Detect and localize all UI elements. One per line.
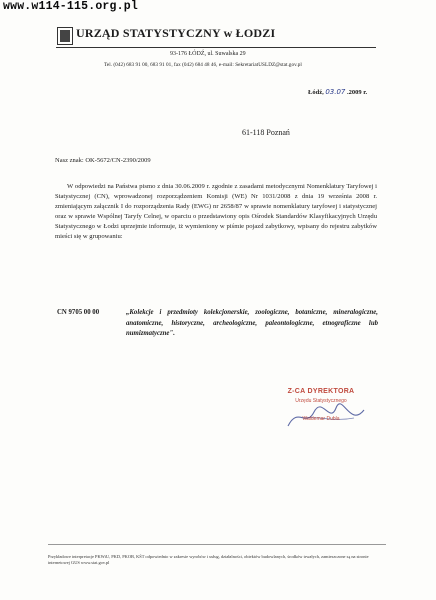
org-contacts: Tel. (042) 683 91 00, 683 91 01, fax (042) 684 48 46, e-mail: SekretariatUSLDZ@stat.gov.pl xyxy=(104,62,302,68)
cn-description: „Kolekcje i przedmioty kolekcjonerskie, zoologiczne, botaniczne, mineralogiczne, anatomiczne, historyczne, archeologiczne, paleontologiczne, etnograficzne lub numizmatyczne". xyxy=(126,309,378,337)
director-stamp xyxy=(266,388,376,422)
footer-divider xyxy=(48,544,386,545)
date-year: .2009 r. xyxy=(347,89,368,96)
org-name: URZĄD STATYSTYCZNY w ŁODZI xyxy=(76,26,276,40)
watermark-url: www.w114-115.org.pl xyxy=(3,0,138,13)
stamp-office: Urzędu Statystycznego xyxy=(295,398,347,404)
letter-date xyxy=(308,88,367,96)
date-city: Łódź, xyxy=(308,89,324,96)
stamp-title: Z-CA DYREKTORA xyxy=(287,388,355,395)
org-address: 93-176 ŁÓDŹ, ul. Suwalska 29 xyxy=(170,51,246,57)
recipient-city: 61-118 Poznań xyxy=(242,128,290,137)
footer-note: Przykładowe interpretacje PKWiU, PKD, PKOB, KŚT odpowiednio w zakresie wyrobów i usług, działalności, obiektów budowlanych, środków trwałych, zamieszczone są na stronie internetowej GUS www.stat.gov.pl xyxy=(48,554,369,565)
reference-number: Nasz znak: OK-5672/CN-2390/2009 xyxy=(55,157,151,164)
header-divider xyxy=(56,47,376,48)
stamp-name: Waldemar Dubla xyxy=(302,416,340,422)
letter-body: W odpowiedzi na Państwa pismo z dnia 30.06.2009 r. zgodnie z zasadami metodycznymi Nomenklatury Taryfowej i Statystycznej (CN), wprowadzonej rozporządzeniem Komisji (WE) Nr 1031/2008 z dnia 19 września 2008 r. zmieniającym załącznik I do rozporządzenia Rady (EWG) nr 2658/87 w sprawie nomenklatury taryfowej i statystycznej oraz w sprawie Wspólnej Taryfy Celnej, w oparciu o przedstawiony opis Ośrodek Standardów Klasyfikacyjnych Urzędu Statystycznego w Łodzi uprzejmie informuje, iż wymieniony w piśmie pojazd zabytkowy, wpisany do rejestru zabytków mieści się w grupowaniu: xyxy=(55,183,377,240)
office-logo xyxy=(57,27,73,45)
date-handwritten: 03.07 xyxy=(325,88,346,96)
cn-code: CN 9705 00 00 xyxy=(57,309,100,316)
